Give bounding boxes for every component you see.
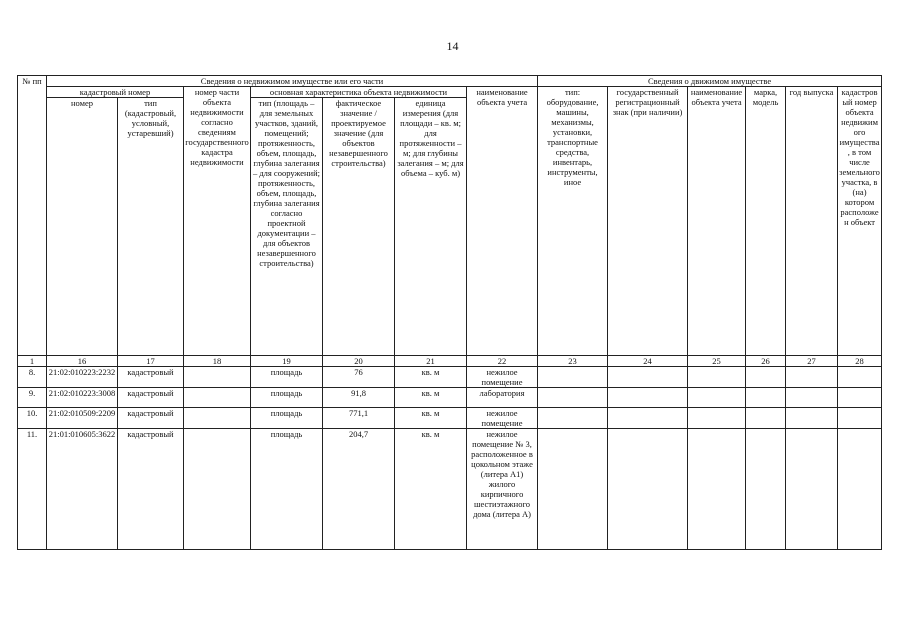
header-char-type: тип (площадь – для земельных участков, зданий, помещений; протяженность, объем, площадь, глубина залегания – для сооружений; протяженность, объем, площадь, глубина залегания согласно проектной документации – для объектов незавершенного строительства) [251, 98, 323, 356]
table-row [18, 429, 882, 550]
header-year: год выпуска [786, 87, 838, 356]
row-brand-model [746, 429, 786, 550]
row-movable-type [538, 429, 608, 550]
row-cad-type: кадастровый [118, 367, 184, 388]
row-cad-type: кадастровый [118, 429, 184, 550]
row-movable-type [538, 388, 608, 408]
table-row [18, 388, 882, 408]
row-cad-number: 21:02:010223:2232 [47, 367, 118, 388]
header-brand-model: марка, модель [746, 87, 786, 356]
column-number: 24 [608, 356, 688, 367]
row-char-type: площадь [251, 367, 323, 388]
column-number: 26 [746, 356, 786, 367]
row-movable-name [688, 429, 746, 550]
header-cad-type: тип (кадастровый, условный, устаревший) [118, 98, 184, 356]
header-object-name: наименование объекта учета [467, 87, 538, 356]
row-value: 204,7 [323, 429, 395, 550]
column-number: 28 [838, 356, 882, 367]
table-row [18, 408, 882, 429]
page-number: 14 [446, 39, 459, 53]
row-object-name: нежилое помещение № 3, расположенное в цокольном этаже (литера А1) жилого кирпичного шестиэтажного дома (литера А) [467, 429, 538, 550]
column-number: 25 [688, 356, 746, 367]
header-cadastral-number-group: кадастровый номер [47, 87, 184, 98]
header-movable-name: наименование объекта учета [688, 87, 746, 356]
row-no: 11. [18, 429, 47, 550]
row-land-cadastral [838, 367, 882, 388]
row-value: 76 [323, 367, 395, 388]
row-part-number [184, 429, 251, 550]
row-unit: кв. м [395, 388, 467, 408]
header-land-cadastral: кадастровый номер объекта недвижимого имущества, в том числе земельного участка, в (на) котором расположен объект [838, 87, 882, 356]
header-main-characteristic-group: основная характеристика объекта недвижимости [251, 87, 467, 98]
header-row-2 [18, 87, 882, 98]
row-movable-type [538, 408, 608, 429]
row-movable-name [688, 367, 746, 388]
column-number: 19 [251, 356, 323, 367]
header-actual-value: фактическое значение / проектируемое значение (для объектов незавершенного строительства) [323, 98, 395, 356]
row-part-number [184, 408, 251, 429]
table-row [18, 367, 882, 388]
column-number: 21 [395, 356, 467, 367]
row-part-number [184, 367, 251, 388]
header-real-estate-group: Сведения о недвижимом имуществе или его части [47, 76, 538, 87]
row-object-name: нежилое помещение [467, 367, 538, 388]
header-part-number: номер части объекта недвижимости согласно сведениям государственного кадастра недвижимости [184, 87, 251, 356]
row-unit: кв. м [395, 408, 467, 429]
column-number: 20 [323, 356, 395, 367]
row-cad-number: 21:01:010605:3622 [47, 429, 118, 550]
header-movable-type: тип: оборудование, машины, механизмы, установки, транспортные средства, инвентарь, инструменты, иное [538, 87, 608, 356]
column-number: 18 [184, 356, 251, 367]
column-number: 23 [538, 356, 608, 367]
column-number: 17 [118, 356, 184, 367]
row-object-name: нежилое помещение [467, 408, 538, 429]
row-state-reg-sign [608, 388, 688, 408]
row-year [786, 388, 838, 408]
column-number: 27 [786, 356, 838, 367]
row-cad-type: кадастровый [118, 408, 184, 429]
row-no: 10. [18, 408, 47, 429]
column-number: 1 [18, 356, 47, 367]
row-brand-model [746, 388, 786, 408]
row-unit: кв. м [395, 367, 467, 388]
row-cad-number: 21:02:010509:2209 [47, 408, 118, 429]
row-cad-number: 21:02:010223:3008 [47, 388, 118, 408]
row-value: 771,1 [323, 408, 395, 429]
header-unit: единица измерения (для площади – кв. м; для протяженности – м; для глубины залегания – м; для объема – куб. м) [395, 98, 467, 356]
row-char-type: площадь [251, 408, 323, 429]
column-number: 16 [47, 356, 118, 367]
row-object-name: лаборатория [467, 388, 538, 408]
header-movable-group: Сведения о движимом имуществе [538, 76, 882, 87]
row-value: 91,8 [323, 388, 395, 408]
row-year [786, 429, 838, 550]
row-state-reg-sign [608, 408, 688, 429]
row-char-type: площадь [251, 388, 323, 408]
row-movable-name [688, 388, 746, 408]
row-part-number [184, 388, 251, 408]
header-state-reg-sign: государственный регистрационный знак (при наличии) [608, 87, 688, 356]
row-no: 9. [18, 388, 47, 408]
row-land-cadastral [838, 408, 882, 429]
row-land-cadastral [838, 388, 882, 408]
row-state-reg-sign [608, 367, 688, 388]
row-brand-model [746, 408, 786, 429]
row-land-cadastral [838, 429, 882, 550]
row-state-reg-sign [608, 429, 688, 550]
row-year [786, 367, 838, 388]
column-number-row [18, 356, 882, 367]
row-year [786, 408, 838, 429]
row-brand-model [746, 367, 786, 388]
row-unit: кв. м [395, 429, 467, 550]
row-movable-name [688, 408, 746, 429]
row-movable-type [538, 367, 608, 388]
property-table [17, 75, 882, 550]
row-cad-type: кадастровый [118, 388, 184, 408]
header-row-1 [18, 76, 882, 87]
header-cad-number: номер [47, 98, 118, 356]
row-char-type: площадь [251, 429, 323, 550]
header-no: № пп [18, 76, 47, 356]
column-number: 22 [467, 356, 538, 367]
row-no: 8. [18, 367, 47, 388]
